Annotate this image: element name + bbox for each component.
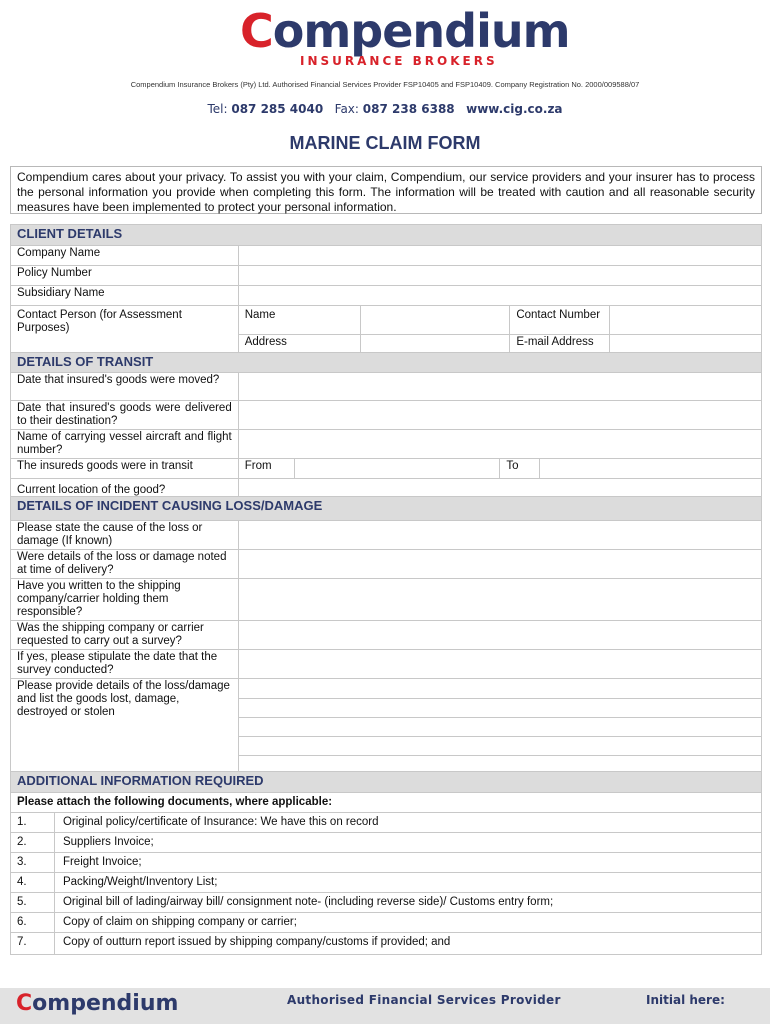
privacy-notice: Compendium cares about your privacy. To assist you with your claim, Compendium, our service providers and your insurer has to process the personal information you provide when completing this form. The information will be treated with caution and all reasonable security measures have been implemented to protect your personal information. <box>10 166 762 214</box>
vessel-label: Name of carrying vessel aircraft and flight number? <box>11 430 239 459</box>
contact-number-label: Contact Number <box>510 306 610 335</box>
doc-item-number: 6. <box>11 913 55 933</box>
fax-label: Fax: <box>334 102 359 116</box>
noted-field[interactable] <box>238 550 761 579</box>
tel-number: 087 285 4040 <box>231 102 324 116</box>
survey-label: Was the shipping company or carrier requested to carry out a survey? <box>11 621 239 650</box>
details-line-3[interactable] <box>238 718 761 737</box>
tel-label: Tel: <box>207 102 228 116</box>
details-line-2[interactable] <box>238 699 761 718</box>
policy-number-field[interactable] <box>238 266 761 286</box>
footer-logo-letter: C <box>16 991 33 1016</box>
doc-item-text: Suppliers Invoice; <box>54 833 761 853</box>
additional-info-table <box>10 771 762 955</box>
to-field[interactable] <box>540 459 762 479</box>
survey-field[interactable] <box>238 621 761 650</box>
incident-table <box>10 496 762 778</box>
address-label: Address <box>238 335 360 355</box>
survey-date-label: If yes, please stipulate the date that the survey conducted? <box>11 650 239 679</box>
website-link[interactable]: www.cig.co.za <box>466 102 563 116</box>
vessel-field[interactable] <box>238 430 761 459</box>
doc-item-text: Packing/Weight/Inventory List; <box>54 873 761 893</box>
survey-date-field[interactable] <box>238 650 761 679</box>
doc-item-text: Copy of outturn report issued by shipping company/customs if provided; and <box>54 933 761 955</box>
email-label: E-mail Address <box>510 335 610 355</box>
initial-here-label: Initial here: <box>646 993 725 1007</box>
moved-date-label: Date that insured's goods were moved? <box>11 373 239 401</box>
page-footer <box>0 988 770 1024</box>
transit-table <box>10 352 762 499</box>
doc-item-text: Original policy/certificate of Insurance: We have this on record <box>54 813 761 833</box>
cause-field[interactable] <box>238 521 761 550</box>
doc-item-text: Copy of claim on shipping company or carrier; <box>54 913 761 933</box>
logo-letter: C <box>240 4 273 58</box>
footer-logo <box>16 991 178 1016</box>
incident-heading: DETAILS OF INCIDENT CAUSING LOSS/DAMAGE <box>11 497 762 521</box>
contact-person-label: Contact Person (for Assessment Purposes) <box>11 306 239 355</box>
from-label: From <box>238 459 294 479</box>
written-label: Have you written to the shipping company/carrier holding them responsible? <box>11 579 239 621</box>
company-name-field[interactable] <box>238 246 761 266</box>
company-logo <box>240 4 570 68</box>
logo-subtitle: INSURANCE BROKERS <box>300 54 498 68</box>
additional-intro: Please attach the following documents, where applicable: <box>11 793 762 813</box>
doc-item-number: 4. <box>11 873 55 893</box>
from-field[interactable] <box>294 459 500 479</box>
logo-name: ompendium <box>272 4 570 58</box>
location-label: Current location of the good? <box>11 479 239 499</box>
in-transit-label: The insureds goods were in transit <box>11 459 239 479</box>
cause-label: Please state the cause of the loss or damage (If known) <box>11 521 239 550</box>
company-name-label: Company Name <box>11 246 239 266</box>
delivered-date-field[interactable] <box>238 401 761 430</box>
doc-item-text: Freight Invoice; <box>54 853 761 873</box>
contact-line <box>0 102 770 116</box>
form-title: MARINE CLAIM FORM <box>289 133 481 153</box>
fax-number: 087 238 6388 <box>362 102 455 116</box>
policy-number-label: Policy Number <box>11 266 239 286</box>
transit-heading: DETAILS OF TRANSIT <box>11 353 762 373</box>
to-label: To <box>500 459 540 479</box>
registration-line: Compendium Insurance Brokers (Pty) Ltd. Authorised Financial Services Provider FSP10405 and FSP10409. Company Registration No. 2000/009588/07 <box>130 80 640 89</box>
subsidiary-name-label: Subsidiary Name <box>11 286 239 306</box>
footer-provider-text: Authorised Financial Services Provider <box>287 993 561 1007</box>
contact-name-field[interactable] <box>360 306 510 335</box>
moved-date-field[interactable] <box>238 373 761 401</box>
details-line-4[interactable] <box>238 737 761 756</box>
delivered-date-label: Date that insured's goods were delivered to their destination? <box>11 401 239 430</box>
doc-item-text: Original bill of lading/airway bill/ consignment note- (including reverse side)/ Customs entry form; <box>54 893 761 913</box>
contact-number-field[interactable] <box>610 306 762 335</box>
subsidiary-name-field[interactable] <box>238 286 761 306</box>
client-details-heading: CLIENT DETAILS <box>11 225 762 246</box>
doc-item-number: 7. <box>11 933 55 955</box>
client-details-table <box>10 224 762 355</box>
footer-logo-name: ompendium <box>32 991 179 1016</box>
noted-label: Were details of the loss or damage noted at time of delivery? <box>11 550 239 579</box>
written-field[interactable] <box>238 579 761 621</box>
contact-name-label: Name <box>238 306 360 335</box>
details-line-1[interactable] <box>238 679 761 699</box>
additional-heading: ADDITIONAL INFORMATION REQUIRED <box>11 772 762 793</box>
doc-item-number: 3. <box>11 853 55 873</box>
doc-item-number: 1. <box>11 813 55 833</box>
doc-item-number: 5. <box>11 893 55 913</box>
details-label: Please provide details of the loss/damage and list the goods lost, damage, destroyed or stolen <box>11 679 239 778</box>
doc-item-number: 2. <box>11 833 55 853</box>
